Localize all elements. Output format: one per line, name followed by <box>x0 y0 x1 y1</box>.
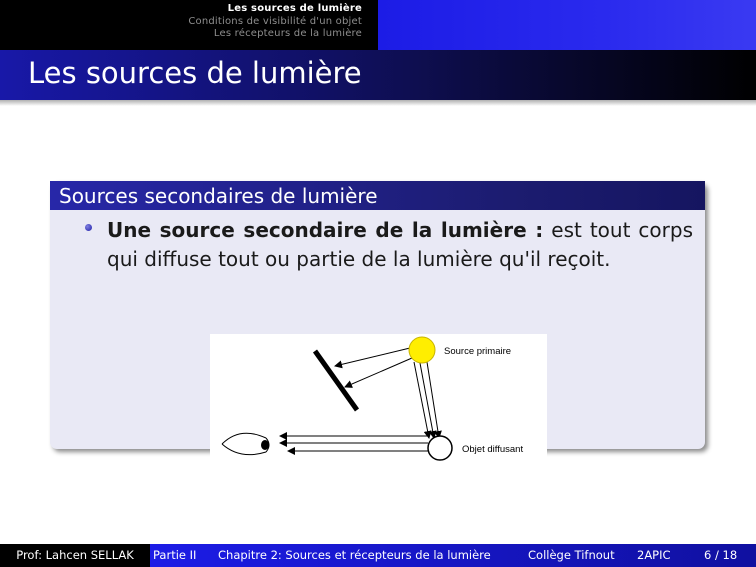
footer-class: 2APIC <box>637 548 671 562</box>
frame-title-bar <box>0 50 756 100</box>
footer-info <box>150 544 756 567</box>
diffusing-object-icon <box>428 436 452 460</box>
section-navigation <box>0 0 378 50</box>
label-primary-source: Source primaire <box>444 346 512 357</box>
definition-term: Une source secondaire de la lumière : <box>107 218 544 242</box>
block-title: Sources secondaires de lumière <box>50 181 705 210</box>
footer-institution: Collège Tifnout <box>528 548 615 562</box>
definition-text: est tout corps qui diffuse tout ou partie de la lumière qu'il reçoit. <box>107 218 693 271</box>
title-shadow <box>0 100 756 106</box>
definition-item <box>107 216 693 274</box>
subsection-navigation <box>378 0 756 50</box>
section-link-sources[interactable]: Les sources de lumière <box>227 3 362 14</box>
label-diffusing-object: Objet diffusant <box>462 444 524 455</box>
reflecting-surface <box>315 351 357 410</box>
bullet-icon <box>85 224 95 234</box>
primary-source-icon <box>409 337 435 363</box>
footer-bar <box>0 544 756 567</box>
definition-block <box>50 181 705 455</box>
section-list <box>188 3 362 41</box>
section-link-visibility[interactable]: Conditions de visibilité d'un objet <box>188 15 362 27</box>
footer-chapter: Chapitre 2: Sources et récepteurs de la lumière <box>218 548 491 562</box>
diffusion-figure <box>210 334 547 472</box>
ray-to-object-3 <box>427 362 439 438</box>
top-navigation <box>0 0 756 50</box>
page-number: 6 / 18 <box>704 548 738 562</box>
ray-to-surface-2 <box>345 358 412 387</box>
frame-title: Les sources de lumière <box>28 56 362 90</box>
footer-author: Prof: Lahcen SELLAK <box>0 544 150 567</box>
footer-part: Partie II <box>153 548 197 562</box>
diffusion-diagram <box>210 334 547 472</box>
section-link-receptors[interactable]: Les récepteurs de la lumière <box>213 28 362 39</box>
bullet-dot-icon <box>85 224 92 231</box>
eye-icon <box>222 433 269 454</box>
